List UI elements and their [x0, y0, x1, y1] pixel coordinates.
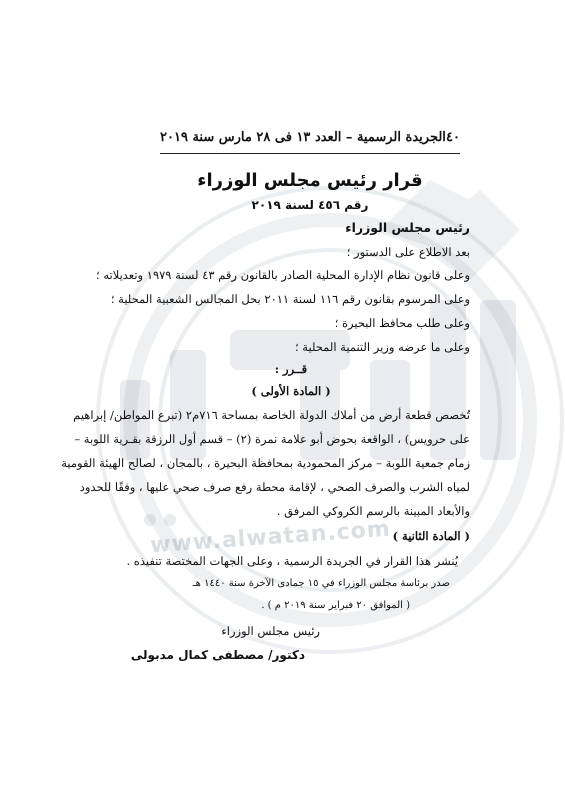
preamble-line: وعلى طلب محافظ البحيرة ؛ [334, 316, 470, 330]
signature-name: دكتور/ مصطفى كمال مدبولى [130, 648, 305, 662]
article-1-heading: ( المادة الأولى ) [251, 384, 331, 398]
article-1-line: لمياه الشرب والصرف الصحي ، لإقامة محطة رفع صرف صحي عليها ، وفقًا للحدود [79, 480, 470, 494]
preamble-line: بعد الاطلاع على الدستور ؛ [346, 245, 470, 259]
page-number: ٤٠ [446, 130, 460, 145]
article-2-text: يُنشر هذا القرار في الجريدة الرسمية ، وعلى الجهات المختصة تنفيذه . [126, 554, 458, 568]
decided-heading: قــرر : [274, 362, 308, 376]
preamble-line: وعلى المرسوم بقانون رقم ١١٦ لسنة ٢٠١١ بحل المجالس الشعبية المحلية ؛ [110, 292, 470, 306]
watermark-site-text: www.alwatan.com [149, 516, 392, 559]
article-1-line: تُخصص قطعة أرض من أملاك الدولة الخاصة بمساحة ٧١٦م٢ (تبرع المواطن/ إبراهيم [73, 408, 470, 422]
decree-title: قرار رئيس مجلس الوزراء [197, 170, 423, 191]
preamble-line: وعلى قانون نظام الإدارة المحلية الصادر بالقانون رقم ٤٣ لسنة ١٩٧٩ وتعديلاته ؛ [96, 268, 470, 282]
decree-number: رقم ٤٥٦ لسنة ٢٠١٩ [251, 198, 369, 212]
issuer-line: رئيس مجلس الوزراء [345, 220, 470, 235]
article-1-line: والأبعاد المبينة بالرسم الكروكي المرفق . [276, 504, 470, 518]
article-2-heading: ( المادة الثانية ) [392, 529, 470, 543]
article-1-line: زمام جمعية اللوبة – مركز المحمودية بمحافظة البحيرة ، بالمجان ، لصالح الهيئة القومية [61, 456, 470, 470]
preamble-line: وعلى ما عرضه وزير التنمية المحلية ؛ [295, 340, 470, 354]
signature-title: رئيس مجلس الوزراء [221, 624, 320, 638]
issued-date-line: صدر برئاسة مجلس الوزراء في ١٥ جمادى الآخرة سنة ١٤٤٠ هـ [192, 578, 450, 589]
gregorian-date-line: ( الموافق ٢٠ فبراير سنة ٢٠١٩ م ) . [261, 600, 410, 611]
gazette-header [160, 130, 460, 150]
gazette-issue-line: الجريدة الرسمية – العدد ١٣ فى ٢٨ مارس سنة ٢٠١٩ [160, 130, 446, 145]
article-1-line: على حرويس) ، الواقعة بحوض أبو علامة نمرة (٢) – قسم أول الرزقة بقـرية اللوبة – [74, 432, 470, 446]
header-divider [160, 153, 460, 154]
